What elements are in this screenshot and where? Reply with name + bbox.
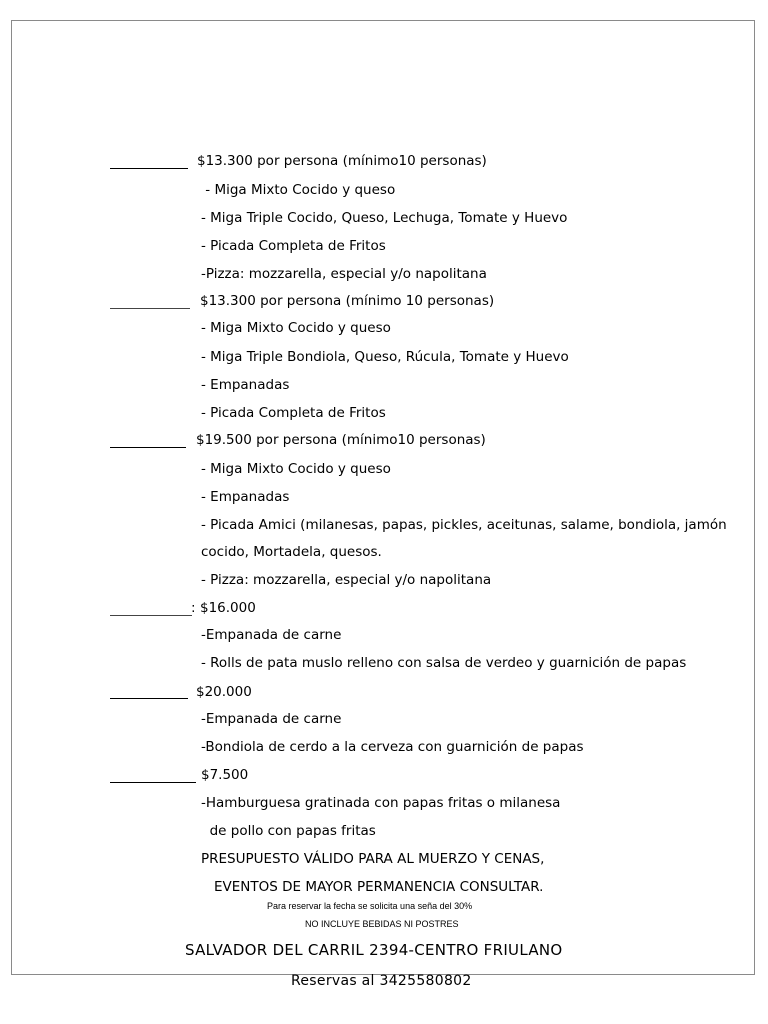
menu-1-item: -Pizza: mozzarella, especial y/o napolitana — [201, 266, 487, 282]
menu-name-blank-3 — [110, 447, 186, 448]
menu-2-price: $13.300 por persona (mínimo 10 personas) — [200, 293, 495, 309]
menu-1-item: - Miga Triple Cocido, Queso, Lechuga, Tomate y Huevo — [201, 210, 568, 226]
menu-6-item: -Hamburguesa gratinada con papas fritas o milanesa — [201, 795, 561, 811]
address: SALVADOR DEL CARRIL 2394-CENTRO FRIULANO — [185, 941, 563, 959]
menu-5-item: -Empanada de carne — [201, 711, 342, 727]
events-note: EVENTOS DE MAYOR PERMANENCIA CONSULTAR. — [214, 879, 544, 895]
menu-4-item: -Empanada de carne — [201, 627, 342, 643]
menu-3-item: - Picada Amici (milanesas, papas, pickles, aceitunas, salame, bondiola, jamón — [201, 517, 727, 533]
menu-3-item: - Pizza: mozzarella, especial y/o napolitana — [201, 572, 492, 588]
menu-1-item: - Miga Mixto Cocido y queso — [201, 182, 396, 198]
menu-name-blank-6 — [110, 782, 196, 783]
menu-4-colon: : — [191, 600, 196, 616]
menu-3-item: - Empanadas — [201, 489, 290, 505]
menu-2-item: - Empanadas — [201, 377, 290, 393]
menu-4-item: - Rolls de pata muslo relleno con salsa de verdeo y guarnición de papas — [201, 655, 687, 671]
menu-2-item: - Miga Mixto Cocido y queso — [201, 320, 391, 336]
excludes-note: NO INCLUYE BEBIDAS NI POSTRES — [305, 919, 459, 929]
menu-4-price: $16.000 — [200, 600, 256, 616]
validity-note: PRESUPUESTO VÁLIDO PARA AL MUERZO Y CENAS, — [201, 851, 545, 867]
menu-name-blank-1 — [110, 168, 188, 169]
menu-6-item: de pollo con papas fritas — [201, 823, 376, 839]
menu-2-item: - Picada Completa de Fritos — [201, 405, 386, 421]
menu-name-blank-2 — [110, 308, 190, 309]
menu-6-price: $7.500 — [201, 767, 249, 783]
menu-3-price: $19.500 por persona (mínimo10 personas) — [196, 432, 486, 448]
menu-3-item: - Miga Mixto Cocido y queso — [201, 461, 391, 477]
menu-name-blank-5 — [110, 698, 188, 699]
menu-2-item: - Miga Triple Bondiola, Queso, Rúcula, Tomate y Huevo — [201, 349, 569, 365]
deposit-note: Para reservar la fecha se solicita una seña del 30% — [267, 901, 473, 911]
menu-1-item: - Picada Completa de Fritos — [201, 238, 386, 254]
reservations-phone: Reservas al 3425580802 — [291, 973, 472, 989]
menu-3-item: cocido, Mortadela, quesos. — [201, 544, 382, 560]
menu-5-item: -Bondiola de cerdo a la cerveza con guarnición de papas — [201, 739, 584, 755]
menu-5-price: $20.000 — [196, 684, 252, 700]
menu-name-blank-4 — [110, 615, 192, 616]
menu-1-price: $13.300 por persona (mínimo10 personas) — [197, 153, 487, 169]
